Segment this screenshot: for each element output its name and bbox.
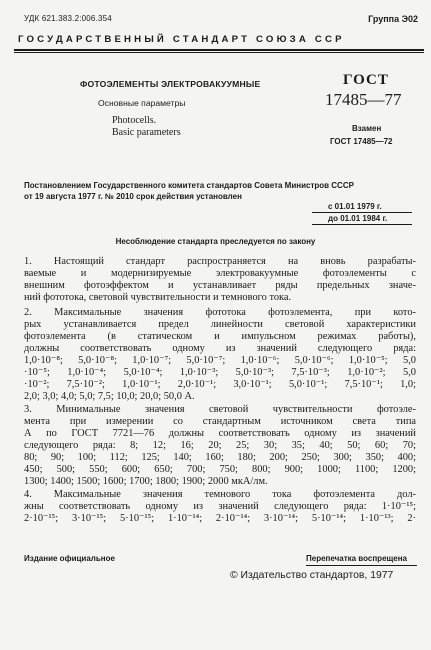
text-line: 80; 90; 100; 112; 125; 140; 160; 180; 200; 250; 300; 350; 400; — [24, 452, 416, 463]
footer-underline — [306, 565, 417, 566]
gost-number: 17485—77 — [325, 90, 402, 109]
validity-underline — [312, 224, 412, 225]
text-line: жны соответствовать одному из значений следующего ряда: 1·10⁻¹⁵; — [24, 501, 416, 512]
publisher-copyright: © Издательство стандартов, 1977 — [230, 570, 394, 581]
gost-label: ГОСТ — [343, 72, 389, 88]
official-edition-label: Издание официальное — [24, 554, 115, 563]
text-line: ·10⁻²; 7,5·10⁻²; 1,0·10⁻¹; 2,0·10⁻¹; 3,0·10⁻¹; 5,0·10⁻¹; 7,5·10⁻¹; 1,0; — [24, 379, 416, 390]
text-line: должны соответствовать одному из значений следующего ряда: — [24, 343, 416, 354]
document-title-ru: ФОТОЭЛЕМЕНТЫ ЭЛЕКТРОВАКУУМНЫЕ — [80, 79, 261, 89]
replaced-standard: ГОСТ 17485—72 — [330, 137, 393, 146]
text-line: следующего ряда: 8; 12; 16; 20; 25; 30; 35; 40; 50; 60; 70; — [24, 440, 416, 451]
decree-line: Постановлением Государственного комитета стандартов Совета Министров СССР — [24, 181, 354, 190]
paragraph-1 — [24, 256, 416, 304]
text-line: ·10⁻⁵; 1,0·10⁻⁴; 5,0·10⁻⁴; 1,0·10⁻³; 5,0·10⁻³; 7,5·10⁻³; 1,0·10⁻²; 5,0 — [24, 367, 416, 378]
paragraph-3 — [24, 404, 416, 488]
validity-underline — [312, 212, 412, 213]
document-subtitle-en: Basic parameters — [112, 127, 181, 138]
document-title-en: Photocells. — [112, 115, 157, 126]
text-line: ний фототока, световой чувствительности и темнового тока. — [24, 292, 292, 303]
text-line: 1,0·10⁻⁸; 5,0·10⁻⁸; 1,0·10⁻⁷; 5,0·10⁻⁷; 1,0·10⁻⁶; 5,0·10⁻⁶; 1,0·10⁻⁵; 5,0 — [24, 355, 416, 366]
text-line: мента при измерении со стандартным источником света типа — [24, 416, 416, 427]
text-line: внешним фотоэффектом и устанавливает ряды предельных значе- — [24, 280, 416, 291]
header-rule — [14, 49, 424, 51]
text-line: А по ГОСТ 7721—76 должны соответствовать одному из значений — [24, 428, 416, 439]
penalty-notice: Несоблюдение стандарта преследуется по закону — [115, 237, 316, 246]
text-line: 2,0; 3,0; 4,0; 5,0; 7,5; 10,0; 20,0; 50,0 А. — [24, 391, 195, 402]
document-subtitle-ru: Основные параметры — [98, 98, 186, 108]
validity-start: с 01.01 1979 г. — [328, 202, 382, 211]
text-line: 2·10⁻¹⁵; 3·10⁻¹⁵; 5·10⁻¹⁵; 1·10⁻¹⁴; 2·10⁻¹⁴; 3·10⁻¹⁴; 5·10⁻¹⁴; 1·10⁻¹³; 2· — [24, 513, 416, 524]
udk-code: УДК 621.383.2:006.354 — [24, 14, 112, 23]
text-line: 2. Максимальные значения фототока фотоэлемента, при кото- — [24, 307, 416, 318]
paragraph-2 — [24, 307, 416, 403]
decree-line: от 19 августа 1977 г. № 2010 срок действия установлен — [24, 192, 242, 201]
text-line: 1300; 1400; 1500; 1600; 1700; 1800; 1900; 2000 мкА/лм. — [24, 476, 268, 487]
text-line: рых устанавливается предел линейности световой характеристики — [24, 319, 416, 330]
text-line: 4. Максимальные значения темнового тока фотоэлемента дол- — [24, 489, 416, 500]
reprint-notice: Перепечатка воспрещена — [306, 554, 407, 563]
state-standard-banner: ГОСУДАРСТВЕННЫЙ СТАНДАРТ СОЮЗА ССР — [18, 34, 345, 45]
group-code: Группа Э02 — [368, 14, 418, 24]
text-line: ваемые и модернизируемые электровакуумные фотоэлементы с — [24, 268, 416, 279]
paragraph-4 — [24, 489, 416, 525]
validity-end: до 01.01 1984 г. — [328, 214, 388, 223]
replaced-label: Взамен — [352, 124, 382, 133]
text-line: фотоэлемента (в статическом и импульсном режимах работы), — [24, 331, 416, 342]
text-line: 3. Минимальные значения световой чувствительности фотоэле- — [24, 404, 416, 415]
header-rule-thin — [14, 52, 424, 53]
text-line: 450; 500; 550; 600; 650; 700; 750; 800; 900; 1000; 1100; 1200; — [24, 464, 416, 475]
text-line: 1. Настоящий стандарт распространяется на вновь разрабаты- — [24, 256, 416, 267]
